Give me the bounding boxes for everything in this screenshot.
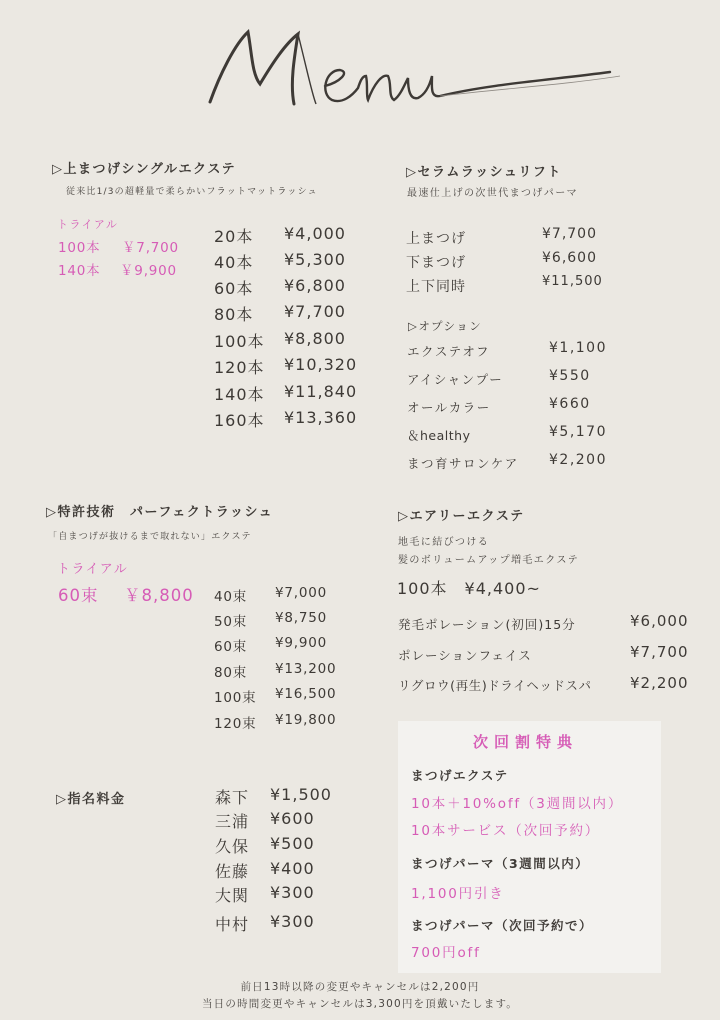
footer-cancel-note: 前日13時以降の変更やキャンセルは2,200円 (240, 981, 480, 993)
perfect-trial-label: トライアル (57, 562, 129, 577)
price-row: 120束 ¥19,800 (214, 712, 337, 732)
airy-line2: 髪のボリュームアップ増毛エクステ (398, 555, 580, 566)
price-row: 発毛ポレーション(初回)15分 ¥6,000 (398, 612, 689, 632)
perfect-subtitle: 「自まつげが抜けるまで取れない」エクステ (48, 532, 252, 542)
price-row: 100本 ¥8,800 (214, 329, 346, 351)
perfect-trial-row (58, 582, 194, 606)
footer-cancel-note: 当日の時間変更やキャンセルは3,300円を頂戴いたします。 (201, 998, 519, 1010)
price-row: 佐藤 ¥400 (215, 859, 315, 881)
trial-price: ￥7,700 (122, 240, 179, 256)
coupon-offer: 10本＋10%off（3週間以内） (411, 796, 624, 812)
serum-subtitle: 最速仕上げの次世代まつげパーマ (407, 188, 578, 199)
price-row: 50束 ¥8,750 (214, 610, 328, 630)
price-row: 40束 ¥7,000 (214, 585, 328, 605)
price-row: 久保 ¥500 (215, 834, 315, 856)
price-row: 60束 ¥9,900 (214, 635, 328, 655)
trial-price: ￥9,900 (120, 263, 177, 279)
coupon-title: 次回割特典 (473, 733, 579, 751)
serum-heading: ▷セラムラッシュリフト (406, 165, 562, 180)
coupon-heading: まつげパーマ（次回予約で） (411, 918, 594, 933)
price-row: 80本 ¥7,700 (214, 302, 346, 324)
coupon-heading: まつげパーマ（3週間以内） (411, 856, 590, 871)
single-trial-label: トライアル (57, 218, 119, 231)
coupon-offer: 700円off (411, 945, 481, 961)
trial-price: ￥8,800 (124, 586, 194, 605)
trial-qty: 60束 (58, 586, 99, 605)
price-row: 40本 ¥5,300 (214, 250, 346, 272)
coupon-offer: 1,100円引き (411, 886, 505, 902)
price-row: アイシャンプー ¥550 (407, 368, 591, 387)
price-row: 120本 ¥10,320 (214, 355, 358, 377)
price-row: 上下同時 ¥11,500 (406, 274, 603, 295)
trial-qty: 100本 (58, 240, 101, 256)
price-row: 下まつげ ¥6,600 (406, 250, 597, 271)
price-row: 20本 ¥4,000 (214, 224, 346, 246)
perfect-heading: ▷特許技術 パーフェクトラッシュ (46, 505, 274, 520)
coupon-offer: 10本サービス（次回予約） (411, 823, 601, 839)
menu-script-graphic (190, 14, 630, 124)
trial-qty: 140本 (58, 263, 101, 279)
price-row: 100束 ¥16,500 (214, 686, 337, 706)
price-row: 大関 ¥300 (215, 883, 315, 905)
price-row: 60本 ¥6,800 (214, 276, 346, 298)
price-row: 160本 ¥13,360 (214, 408, 358, 430)
price-row: 三浦 ¥600 (215, 809, 315, 831)
price-row: まつ育サロンケア ¥2,200 (407, 452, 607, 471)
airy-main-price: 100本 ¥4,400~ (397, 579, 541, 598)
single-heading: ▷上まつげシングルエクステ (52, 162, 237, 177)
single-trial-row (58, 259, 177, 279)
airy-heading: ▷エアリーエクステ (398, 509, 525, 524)
price-row: 80束 ¥13,200 (214, 661, 337, 681)
price-row: オールカラー ¥660 (407, 396, 591, 415)
price-row: 森下 ¥1,500 (215, 785, 332, 807)
price-row: 中村 ¥300 (215, 912, 315, 934)
price-row: ポレーションフェイス ¥7,700 (398, 643, 689, 663)
single-subtitle: 従来比1/3の超軽量で柔らかいフラットマットラッシュ (66, 187, 318, 197)
menu-title-logo (190, 14, 630, 124)
price-row: リグロウ(再生)ドライヘッドスパ ¥2,200 (398, 674, 689, 693)
price-row: 140本 ¥11,840 (214, 382, 358, 404)
price-row: 上まつげ ¥7,700 (406, 226, 597, 247)
price-row: エクステオフ ¥1,100 (407, 340, 607, 359)
airy-line1: 地毛に結びつける (398, 537, 490, 548)
coupon-heading: まつげエクステ (411, 768, 509, 783)
price-row: ＆healthy ¥5,170 (407, 424, 607, 443)
option-heading: ▷オプション (408, 319, 483, 333)
nomination-heading: ▷指名料金 (56, 792, 126, 807)
next-visit-coupon-box (398, 721, 661, 973)
single-trial-row (58, 236, 179, 256)
